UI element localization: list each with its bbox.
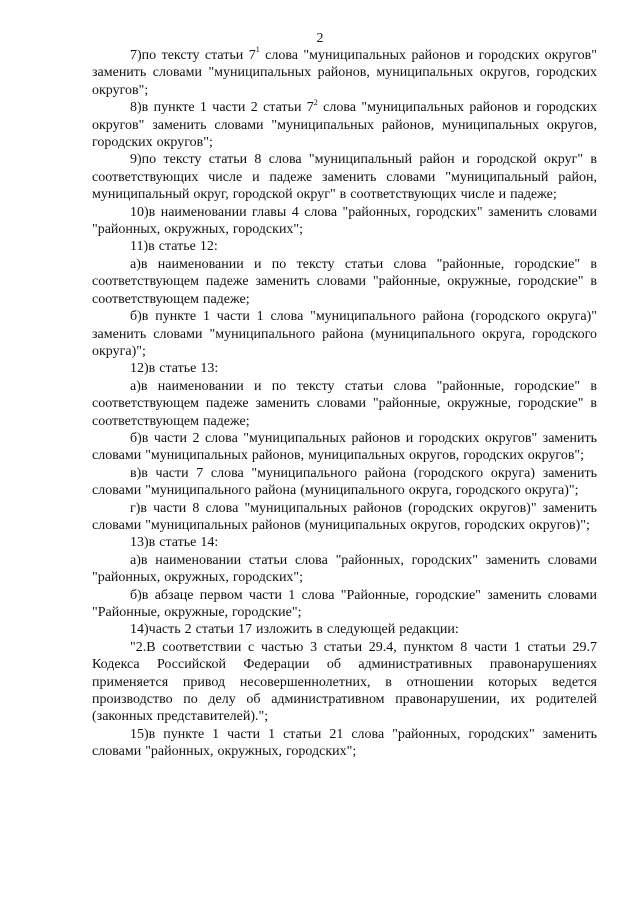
subparagraph-12v: в)в части 7 слова "муниципального района (городского округа) заменить словами "муниципального района (муниципального округа, городского округа)";	[92, 465, 597, 499]
document-body	[92, 47, 597, 761]
quoted-new-text: "2.В соответствии с частью 3 статьи 29.4, пунктом 8 части 1 статьи 29.7 Кодекса Российской Федерации об административных правонарушениях применяется привод несовершеннолетних, в отношении которых ведется производство по делу об административном правонарушении, их родителей (законных представителей).";	[92, 639, 597, 725]
paragraph-item-10: 10)в наименовании главы 4 слова "районных, городских" заменить словами "районных, окружных, городских";	[92, 204, 597, 238]
paragraph-item-7: 7)по тексту статьи $7^1$ слова "муниципальных районов и городских округов" заменить словами "муниципальных районов, муниципальных округов, городских округов";	[92, 45, 597, 98]
paragraph-item-8: 8)в пункте 1 части 2 статьи $7^2$ слова "муниципальных районов и городских округов" заменить словами "муниципальных районов, муниципальных округов, городских округов";	[92, 97, 597, 151]
paragraph-item-9: 9)по тексту статьи 8 слова "муниципальный район и городской округ" в соответствующих числе и падеже заменить словами "муниципальный район, муниципальный округ, городской округ" в соответствующих числе и падеже;	[92, 152, 597, 203]
superscript-index: 1	[255, 45, 260, 55]
subparagraph-12g: г)в части 8 слова "муниципальных районов (городских округов)" заменить словами "муниципальных районов (муниципальных округов, городских округов)";	[92, 500, 597, 533]
paragraph-item-11: 11)в статье 12:	[130, 239, 218, 255]
superscript-index: 2	[313, 97, 318, 107]
page-number: 2	[316, 31, 324, 46]
subparagraph-11a: а)в наименовании и по тексту статьи слова "районные, городские" в соответствующем падеже заменить словами "районные, окружные, городские" в соответствующем падеже;	[92, 256, 597, 307]
paragraph-item-15: 15)в пункте 1 части 1 статьи 21 слова "районных, городских" заменить словами "районных, окружных, городских";	[92, 726, 597, 760]
subparagraph-11b: б)в пункте 1 части 1 слова "муниципального района (городского округа)" заменить словами "муниципального района (муниципального округа, городского округа)";	[92, 309, 597, 359]
subparagraph-13a: а)в наименовании статьи слова "районных, городских" заменить словами "районных, окружных, городских";	[92, 552, 597, 586]
subparagraph-13b: б)в абзаце первом части 1 слова "Районные, городские" заменить словами "Районные, окружные, городские";	[92, 587, 597, 620]
subparagraph-12a: а)в наименовании и по тексту статьи слова "районные, городские" в соответствующем падеже заменить словами "районные, окружные, городские" в соответствующем падеже;	[92, 378, 597, 429]
paragraph-item-13: 13)в статье 14:	[130, 535, 219, 551]
paragraph-item-14: 14)часть 2 статьи 17 изложить в следующей редакции:	[130, 622, 459, 638]
paragraph-item-12: 12)в статье 13:	[130, 361, 219, 377]
subparagraph-12b: б)в части 2 слова "муниципальных районов и городских округов" заменить словами "муниципальных районов, муниципальных округов, городских округов";	[92, 430, 597, 464]
